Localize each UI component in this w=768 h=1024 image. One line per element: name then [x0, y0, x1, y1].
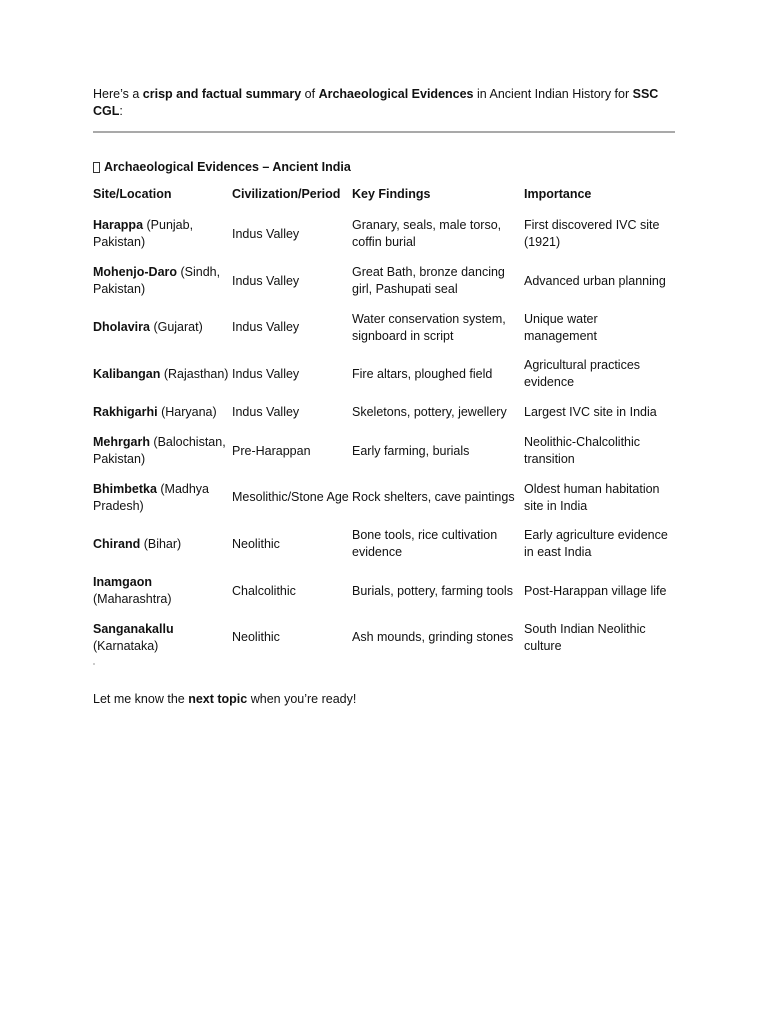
intro-paragraph: [93, 86, 675, 120]
cell-findings: Ash mounds, grinding stones: [352, 630, 514, 645]
cell-importance: Early agriculture evidence in east India: [524, 528, 668, 560]
cell-importance: Post-Harappan village life: [524, 583, 667, 598]
table-header-row: [92, 186, 676, 211]
site-name: Mohenjo-Daro: [93, 265, 178, 280]
intro-emphasis: SSC CGL: [93, 87, 659, 118]
cell-findings: Granary, seals, male torso, coffin burial: [352, 218, 502, 250]
cell-site: [92, 568, 231, 615]
cell-findings: Great Bath, bronze dancing girl, Pashupati seal: [352, 265, 505, 297]
cell-site: [92, 211, 231, 258]
cell-importance: Neolithic-Chalcolithic transition: [524, 435, 641, 467]
cell-importance: Unique water management: [524, 311, 598, 343]
cell-importance: Advanced urban planning: [524, 273, 666, 288]
cell-findings: Water conservation system, signboard in script: [352, 311, 506, 343]
cell-period: Indus Valley: [232, 320, 300, 335]
box-icon: [93, 162, 100, 173]
site-region: (Sindh, Pakistan): [93, 265, 221, 297]
cell-findings: Rock shelters, cave paintings: [352, 490, 515, 505]
table-row: [92, 615, 676, 662]
cell-period: Neolithic: [232, 630, 280, 645]
cell-site: [92, 258, 231, 305]
cell-importance: Largest IVC site in India: [524, 405, 657, 420]
intro-text: :: [119, 104, 123, 118]
table-row: [92, 474, 676, 521]
cell-site: [92, 521, 231, 568]
cell-site: [92, 398, 231, 428]
column-header-site: Site/Location: [93, 187, 172, 201]
cell-findings: Fire altars, ploughed field: [352, 366, 493, 381]
site-region: (Gujarat): [149, 320, 203, 335]
column-header-period: Civilization/Period: [232, 187, 341, 201]
site-name: Chirand: [93, 536, 141, 551]
evidence-table: [92, 186, 676, 661]
outro-paragraph: [93, 691, 675, 708]
cell-site: [92, 428, 231, 475]
document-page: [93, 86, 675, 721]
horizontal-divider: [93, 131, 675, 133]
cell-site: [92, 474, 231, 521]
site-name: Kalibangan: [93, 366, 161, 381]
cell-period: Indus Valley: [232, 273, 300, 288]
table-row: [92, 428, 676, 475]
cell-findings: Bone tools, rice cultivation evidence: [352, 528, 498, 560]
column-header-findings: Key Findings: [352, 187, 431, 201]
cell-importance: Oldest human habitation site in India: [524, 481, 660, 513]
table-row: [92, 304, 676, 351]
cell-period: Neolithic: [232, 536, 280, 551]
table-row: [92, 398, 676, 428]
cell-importance: First discovered IVC site (1921): [524, 218, 660, 250]
outro-emphasis: next topic: [188, 692, 248, 707]
table-row: [92, 351, 676, 398]
intro-emphasis: Archaeological Evidences: [318, 87, 474, 101]
site-name: Inamgaon: [93, 575, 153, 590]
section-heading-text: Archaeological Evidences – Ancient India: [104, 160, 351, 174]
site-region: (Balochistan, Pakistan): [93, 435, 226, 467]
cell-period: Mesolithic/Stone Age: [232, 490, 349, 505]
cell-period: Chalcolithic: [232, 583, 296, 598]
cell-importance: Agricultural practices evidence: [524, 358, 641, 390]
column-header-importance: Importance: [524, 187, 592, 201]
cell-period: Indus Valley: [232, 405, 300, 420]
cell-site: [92, 351, 231, 398]
cell-findings: Early farming, burials: [352, 443, 470, 458]
site-region: (Maharashtra): [93, 592, 172, 607]
site-name: Rakhigarhi: [93, 405, 158, 420]
site-name: Harappa: [93, 218, 144, 233]
table-row: [92, 521, 676, 568]
site-region: (Haryana): [157, 405, 217, 420]
intro-emphasis: crisp and factual summary: [142, 87, 302, 101]
section-heading: [93, 159, 675, 176]
outro-text: Let me know the: [93, 692, 189, 707]
cell-site: [92, 304, 231, 351]
cell-period: Indus Valley: [232, 366, 300, 381]
table-row: [92, 211, 676, 258]
intro-text: in Ancient Indian History for: [473, 87, 633, 101]
cell-findings: Burials, pottery, farming tools: [352, 583, 513, 598]
site-name: Bhimbetka: [93, 481, 157, 496]
cell-findings: Skeletons, pottery, jewellery: [352, 405, 507, 420]
cell-importance: South Indian Neolithic culture: [524, 621, 646, 653]
site-name: Mehrgarh: [93, 435, 150, 450]
intro-text: of: [301, 87, 319, 101]
table-end-marker: [93, 663, 95, 665]
table-row: [92, 258, 676, 305]
cell-site: [92, 615, 231, 662]
outro-text: when you’re ready!: [247, 692, 357, 707]
site-region: (Karnataka): [93, 638, 159, 653]
site-region: (Bihar): [140, 536, 182, 551]
table-row: [92, 568, 676, 615]
site-region: (Madhya Pradesh): [93, 481, 210, 513]
cell-period: Indus Valley: [232, 226, 300, 241]
site-region: (Punjab, Pakistan): [93, 218, 194, 250]
site-region: (Rajasthan): [160, 366, 229, 381]
intro-text: Here’s a: [93, 87, 143, 101]
cell-period: Pre-Harappan: [232, 443, 311, 458]
site-name: Sanganakallu: [93, 621, 174, 636]
site-name: Dholavira: [93, 320, 150, 335]
